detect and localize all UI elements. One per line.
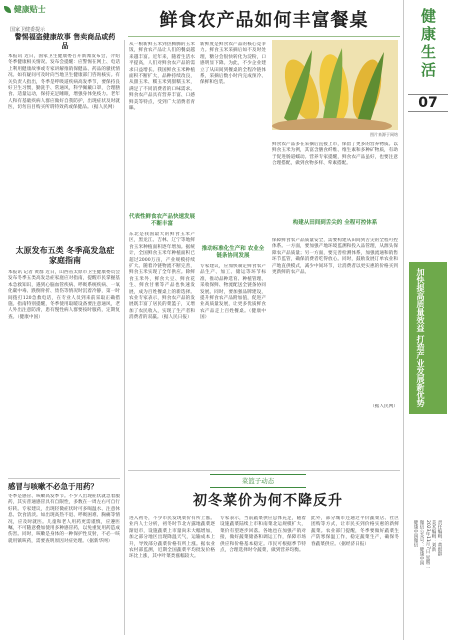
bottom-body-left: 进入初冬，不少市民发现菜价有所上涨。业内人士分析，初冬时节北方露地蔬菜逐渐退市，设施蔬菜上市量尚未大幅增加，加之部分地区出现降温天气，运输成本上升，导致部分蔬菜价格有所上涨。据农业农村部监测，近期全国蔬菜平均批发价格环比上涨，其中叶菜类涨幅较大。 bbox=[129, 516, 215, 560]
bottom-kicker bbox=[210, 474, 306, 488]
feature-col2-body-b: 东北是我国最大的鲜食玉米产区，黑龙江、吉林、辽宁等地鲜食玉米种植面积逐年增加。据统计，全国鲜食玉米年种植面积已超过2000万亩，产业规模持续扩大。随着冷链物流不断完善，鲜食玉米实现了全年供应。除鲜食玉米外，鲜食大豆、鲜食花生、鲜食甘薯等产品也快速发展，成为百姓餐桌上的新选择。农业专家表示，鲜食农产品的发展既丰富了居民的菜篮子，又增加了农民收入，实现了生产者和消费者的双赢。（据人民日报） bbox=[129, 232, 195, 321]
feature-col3-body-a: 新鲜度是鲜食农产品的核心竞争力。鲜食玉米采摘后如不及时处理，糖分会很快转化为淀粉，口感明显下降。为此，不少企业建立了从田间到餐桌的全程冷链体系，采摘后数小时内完成预冷、保鲜和包装。 bbox=[200, 42, 266, 86]
section-label bbox=[4, 4, 94, 18]
corn-photo bbox=[272, 40, 398, 130]
article-1-kicker: 国家卫健委提示 bbox=[10, 27, 46, 33]
feature-col4-subhead: 构建从田间到舌尖的 全程可控体系 bbox=[292, 220, 378, 226]
bottom-body-right: 此外，部分城市还通过平价蔬菜店、社区团购等方式，让市民买到价格实惠的新鲜蔬菜。农业部门提醒，冬季要做好蔬菜生产防寒保温工作，稳定蔬菜生产，确保冬春蔬菜供应。（据经济日报） bbox=[311, 516, 399, 547]
photo-caption: 图片来源于网络 bbox=[370, 132, 398, 137]
title-divider bbox=[128, 36, 400, 37]
article-3-body: 冬季是感冒、咳嗽高发季节。不少人出现症状就急着服药，其实普通感冒具有自限性，多数在一周左右可自行好转。专家建议，出现轻微症状时可多喝温水、注意休息、饮食清淡。如出现高热不退、呼吸困难、胸痛等情况，应及时就医。儿童和老人用药更需谨慎，应遵医嘱，不可随意叠加使用多种感冒药，以免重复用药造成伤害。同时，咳嗽是身体的一种保护性反射，不必一咳就用镇咳药，需要查明原因对症处理。（据新华网） bbox=[8, 494, 120, 544]
feature-col3-body-b: 专家建议，应加快制定鲜食农产品生产、加工、储运等环节标准，推动品种选育、种植管理、采收保鲜、物流配送全链条协同发展。同时，要加强品牌建设，提升鲜食农产品附加值，促进产业高质量发展，让更多优质鲜食农产品走上百姓餐桌。（健康中国） bbox=[200, 264, 266, 321]
article-1-body: 本报讯 近日，国家卫生健康委召开新闻发布会，介绍冬季健康相关情况。发布会提醒：应警惕在网上、电话上利用健康故事或专家讲解推销保健品、药品的骚扰情况。如有疑问可及时向当地卫生健康部门咨询核实。有关负责人指出，冬季是呼吸道疾病高发季节，要保持良好卫生习惯，勤洗手、常通风，科学佩戴口罩，合理膳食、适量运动，保持充足睡眠，增强身体免疫力。老年人和有基础疾病人群应做好自我防护，出现症状及时就医，切勿盲目购买所谓特效药或保健品。（据人民网） bbox=[8, 54, 120, 111]
feature-col3-subhead: 推动标准化生产和 农业全链条协同发展 bbox=[201, 246, 265, 259]
promo-text: 加快提高质量效益 打造产业发展新优势 bbox=[416, 268, 425, 407]
main-title: 鲜食农产品如何丰富餐桌 bbox=[159, 10, 369, 31]
corn-illustration bbox=[272, 40, 398, 130]
rail-title bbox=[408, 4, 448, 88]
article-3-title: 感冒与咳嗽不必急于用药？ bbox=[8, 482, 98, 491]
bottom-body-mid: 专家表示，当前蔬菜供应总体充足，随着设施蔬菜陆续上市和南菜北运规模扩大，菜价有望逐步回落。各地也在加强产销对接，做好蔬菜储备和调运工作，保障市场供应和价格基本稳定。市民可根据季节特点，合理选择时令蔬菜，做到营养均衡。 bbox=[220, 516, 306, 554]
promo-box bbox=[409, 262, 447, 414]
article-1-title: 警惕福盗健康故事 售卖商品或药品 bbox=[14, 33, 116, 50]
rail-footer-1: 责任编辑：黄群群 bbox=[437, 520, 442, 556]
section-label-text: 健康贴士 bbox=[13, 5, 46, 14]
rail-divider bbox=[403, 0, 404, 640]
feature-col4-body-b: 保障鲜食农产品质量安全，需要构建从田间到舌尖的全程可控体系。一方面，要加强产地环境监测和投入品管理，从源头保障农产品质量；另一方面，要完善检测体系，加强流通和销售环节监管，确保消费者吃得放心。同时，鼓励发展订单农业和产地直供模式，减少中间环节，让消费者以更实惠的价格买到更新鲜的农产品。 bbox=[272, 238, 398, 276]
feature-col2-subhead: 代表性鲜食农产品快速发展 不断丰富 bbox=[129, 214, 196, 227]
rail-title-text: 健康生活 bbox=[419, 8, 437, 80]
rail-footer-3: 2023年11月7日 星期二 bbox=[425, 520, 430, 569]
article-2-body: 本报讯 记者 黄群 近日，山西省太原市卫生健康委员会发布冬季五类高发急症家庭应对指南，提醒市民掌握基本急救知识，遇到心脑血管疾病、呼吸系统疾病、一氧化碳中毒、跌倒骨折、烫伤等情况时沉着冷静，第一时间拨打120急救电话，在专业人员到来前采取正确措施。指南特别提醒，冬季使用取暖设备要注意通风，老人外出注意防滑，患有慢性病人群要按时服药，定期复查。（健康中国） bbox=[8, 270, 120, 320]
bottom-title: 初冬菜价为何不降反升 bbox=[193, 493, 343, 509]
column-divider bbox=[124, 40, 125, 635]
bottom-section-divider bbox=[128, 470, 400, 471]
right-rail bbox=[406, 0, 450, 640]
page-number: 07 bbox=[408, 94, 448, 112]
feature-col4-body-a: 鲜食农产品多在采摘后直接上市，保留了更多的营养物质。以鲜食玉米为例，其富含膳食纤维、维生素和多种矿物质，有助于促进肠道蠕动。营养专家提醒，鲜食农产品虽好，也要注意合理搭配，做到食物多样、荤素搭配。 bbox=[272, 142, 398, 167]
rail-footer-2: 美术编辑：刘新 bbox=[431, 520, 436, 552]
rail-footer-4: 微信公众号：健康中国 bbox=[419, 520, 424, 565]
rail-footer-5: 健康中国微信 bbox=[413, 520, 418, 547]
feature-col4-source: （据人民网） bbox=[370, 404, 398, 409]
article-2-title: 太原发布五类 冬季高发急症家庭指南 bbox=[15, 246, 115, 265]
article-3-divider bbox=[8, 478, 120, 479]
bottom-kicker-text: 菜篮子动态 bbox=[241, 477, 275, 485]
feature-col2-body-a: 从一根新鲜玉米到热腾腾的玉米饭，鲜食农产品让人们的餐桌越来越丰富。近年来，随着生活水平提高，人们对鲜食农产品的需求日益增长。我国鲜食玉米种植面积不断扩大，品种持续改良，从甜玉米、糯玉米到甜糯玉米，满足了不同消费者的口味需求。鲜食农产品具有营养丰富、口感鲜美等特点，受到广大消费者青睐。 bbox=[129, 42, 195, 112]
leaf-icon bbox=[4, 6, 11, 13]
